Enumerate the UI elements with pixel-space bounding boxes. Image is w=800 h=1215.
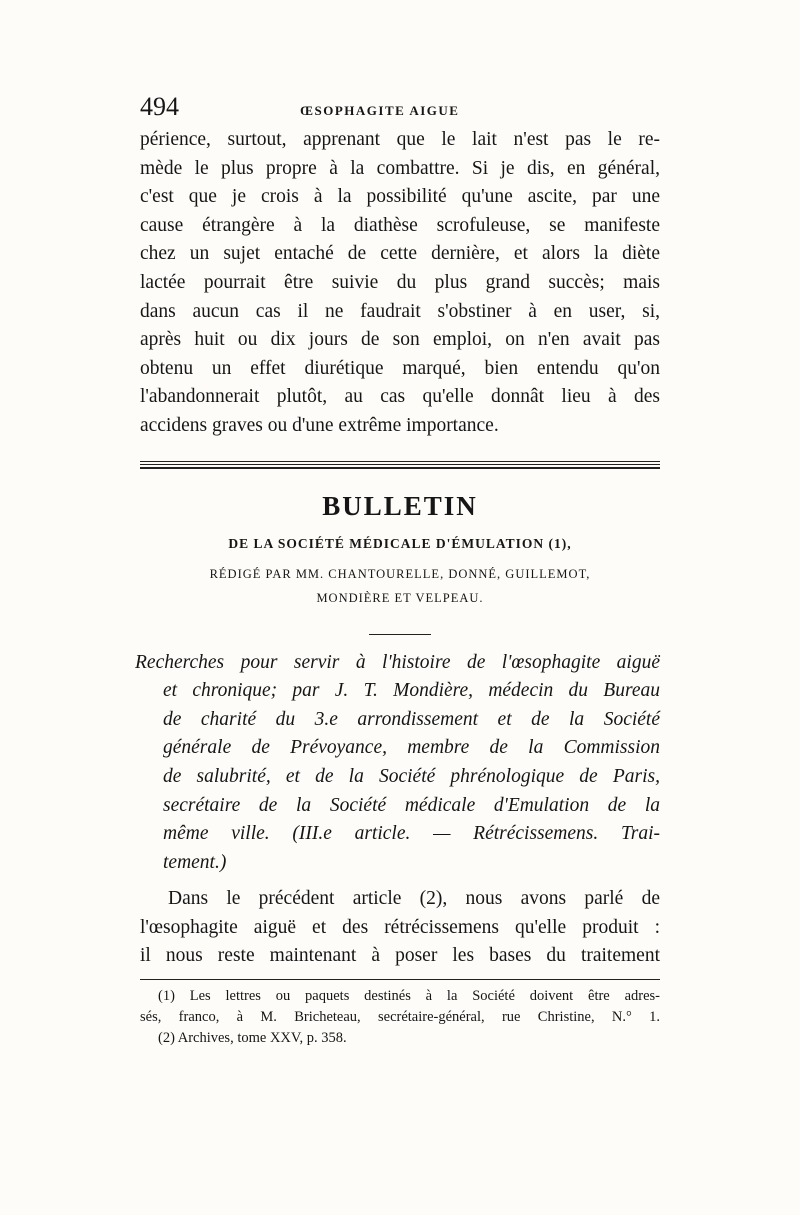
text-line: c'est que je crois à la possibilité qu'une ascite, par une (140, 186, 660, 208)
title-line: de salubrité, et de la Société phrénologique de Paris, (163, 765, 660, 787)
separator-rule (140, 467, 660, 469)
title-line: tement.) (163, 851, 227, 873)
editors-line: RÉDIGÉ PAR MM. CHANTOURELLE, DONNÉ, GUILLEMOT, (209, 566, 591, 581)
article-title (135, 649, 660, 878)
title-line: générale de Prévoyance, membre de la Commission (163, 737, 660, 759)
opening-paragraph (140, 126, 660, 441)
text-line: cause étrangère à la diathèse scrofuleuse, se manifeste (140, 214, 660, 236)
text-line: l'œsophagite aiguë et des rétrécissemens qu'elle produit : (140, 916, 660, 938)
book-page (135, 92, 660, 1049)
separator-rule (140, 461, 660, 462)
editors-line: MONDIÈRE ET VELPEAU. (316, 590, 484, 605)
text-line: il nous reste maintenant à poser les bases du traitement (140, 945, 660, 967)
footnote-line: (1) Les lettres ou paquets destinés à la Société doivent être adres- (158, 988, 660, 1005)
text-line: lactée pourrait être suivie du plus grand succès; mais (140, 271, 660, 293)
title-line: secrétaire de la Société médicale d'Emulation de la (163, 794, 660, 816)
running-title: ŒSOPHAGITE AIGUE (300, 103, 460, 118)
title-line: même ville. (III.e article. — Rétrécissemens. Trai- (163, 823, 660, 845)
title-line: et chronique; par J. T. Mondière, médecin du Bureau (163, 680, 660, 702)
section-separator (140, 461, 660, 469)
text-line: accidens graves ou d'une extrême importance. (140, 414, 499, 436)
bulletin-title: BULLETIN (322, 490, 478, 521)
title-line: Recherches pour servir à l'histoire de l'œsophagite aiguë (135, 651, 660, 673)
text-line: périence, surtout, apprenant que le lait n'est pas le re- (140, 129, 660, 150)
separator-rule (140, 464, 660, 465)
footnote-rule (140, 979, 660, 980)
text-line: mède le plus propre à la combattre. Si je dis, en général, (140, 157, 660, 179)
text-line: après huit ou dix jours de son emploi, on n'en avait pas (140, 329, 660, 351)
society-heading: DE LA SOCIÉTÉ MÉDICALE D'ÉMULATION (1), (228, 535, 572, 551)
text-line: dans aucun cas il ne faudrait s'obstiner à en user, si, (140, 300, 660, 322)
second-paragraph (140, 885, 660, 971)
editors-heading (140, 562, 660, 610)
title-line: de charité du 3.e arrondissement et de la Société (163, 708, 660, 730)
text-line: obtenu un effet diurétique marqué, bien entendu qu'on (140, 357, 660, 379)
short-rule (369, 634, 431, 635)
footnote-line: sés, franco, à M. Bricheteau, secrétaire-général, rue Christine, N.° 1. (140, 1009, 660, 1026)
text-line: Dans le précédent article (2), nous avons parlé de (168, 888, 660, 910)
running-head (140, 92, 660, 126)
page-number: 494 (140, 92, 179, 121)
footnote-line: (2) Archives, tome XXV, p. 358. (158, 1030, 347, 1047)
text-line: l'abandonnerait plutôt, au cas qu'elle donnât lieu à des (140, 386, 660, 408)
text-line: chez un sujet entaché de cette dernière, et alors la diète (140, 243, 660, 265)
footnotes (140, 986, 660, 1049)
